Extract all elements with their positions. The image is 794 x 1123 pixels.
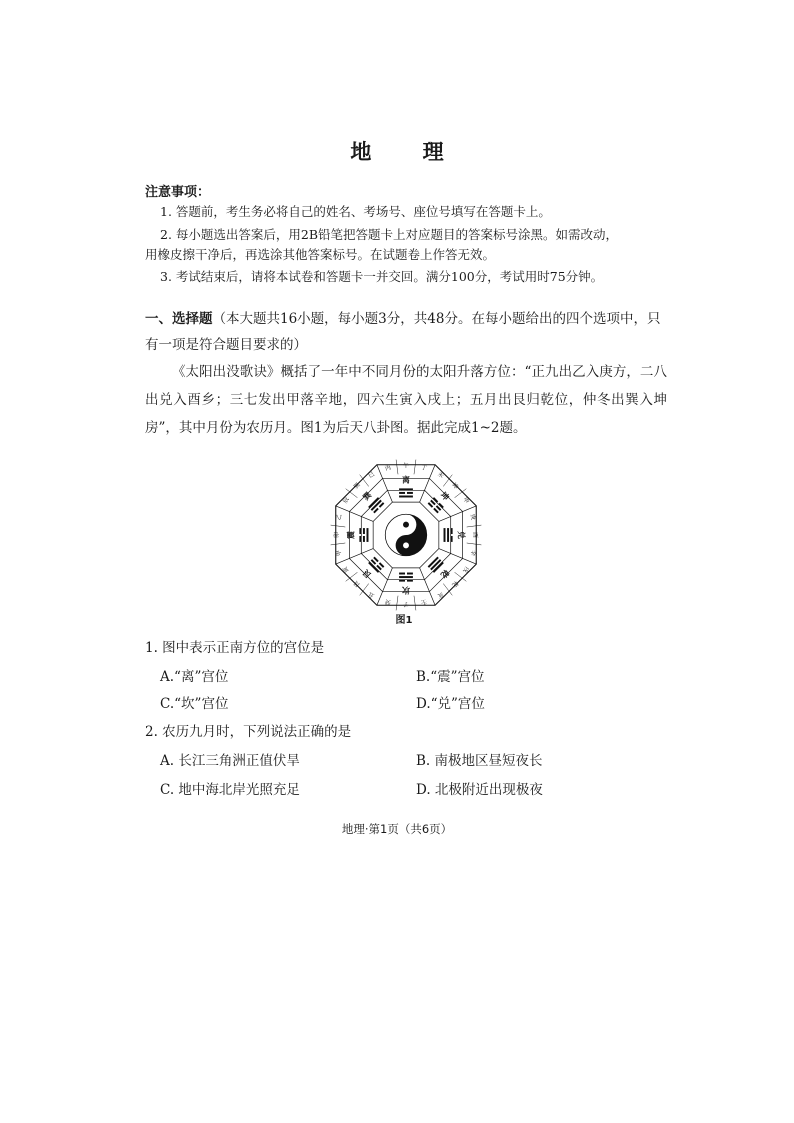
outer-label: 巽	[353, 482, 362, 491]
outer-label: 巳	[367, 471, 376, 480]
question-2-option-d: D. 北极附近出现极夜	[416, 782, 543, 798]
section-heading	[145, 306, 665, 358]
outer-label: 酉	[471, 532, 478, 538]
outer-label: 丙	[384, 465, 392, 473]
question-2-stem: 2. 农历九月时，下列说法正确的是	[145, 724, 352, 740]
outer-label: 卯	[334, 532, 341, 538]
outer-label: 庚	[468, 513, 476, 521]
question-1-option-a: A.“离”宫位	[160, 669, 229, 685]
notes-heading: 注意事项：	[145, 185, 211, 200]
note-item-2-line-2: 用橡皮擦干净后，再选涂其他答案标号。在试题卷上作答无效。	[145, 247, 496, 262]
outer-label: 丁	[420, 465, 428, 473]
outer-label: 甲	[336, 549, 344, 557]
outer-label: 亥	[436, 590, 445, 599]
question-1-option-d: D.“兑”宫位	[416, 696, 485, 712]
outer-label: 子	[403, 600, 409, 607]
bagua-figure	[327, 456, 485, 614]
outer-label: 午	[403, 463, 409, 470]
outer-label: 丑	[367, 590, 376, 599]
outer-label: 坤	[450, 482, 459, 491]
trigram-icon	[428, 557, 444, 573]
cell-divider	[331, 543, 346, 545]
trigram-label: 乾	[438, 567, 451, 580]
trigram-label: 兑	[456, 531, 466, 539]
question-1-option-b: B.“震”宫位	[416, 669, 485, 685]
trigram-label: 坎	[402, 585, 410, 595]
question-intro: 《太阳出没歌诀》概括了一年中不同月份的太阳升落方位：“正九出乙入庚方，二八出兑入酉乡；三七发出甲落辛地，四六生寅入戌上；五月出艮归乾位，仲冬出巽入坤房”，其中月份为农历月。图1为后天八卦图。据此完成1~2题。	[145, 364, 667, 436]
trigram-icon	[399, 573, 413, 582]
cell-divider	[414, 460, 416, 475]
yin-yang-icon	[385, 514, 426, 555]
trigram-label: 坤	[438, 490, 451, 503]
note-item-1: 1. 答题前，考生务必将自己的姓名、考场号、座位号填写在答题卡上。	[160, 204, 551, 219]
note-item-2-line-1: 2. 每小题选出答案后，用2B铅笔把答题卡上对应题目的答案标号涂黑。如需改动，	[160, 227, 619, 242]
outer-label: 戌	[461, 565, 470, 574]
trigram-label: 震	[346, 531, 356, 539]
trigram-label: 艮	[361, 567, 374, 580]
cell-divider	[467, 525, 482, 527]
trigram-icon	[399, 488, 413, 497]
cell-divider	[467, 543, 482, 545]
outer-label: 未	[436, 471, 445, 480]
figure-caption: 图1	[395, 615, 413, 626]
trigram-label: 巽	[361, 490, 374, 503]
trigram-icon	[428, 497, 444, 513]
question-1-stem: 1. 图中表示正南方位的宫位是	[145, 640, 325, 656]
question-2-option-b: B. 南极地区昼短夜长	[416, 753, 543, 769]
question-2-option-c: C. 地中海北岸光照充足	[160, 782, 300, 798]
cell-divider	[414, 596, 416, 611]
page-footer: 地理·第1页（共6页）	[341, 822, 453, 836]
question-2-option-a: A. 长江三角洲正值伏旱	[160, 753, 300, 769]
question-1-option-c: C.“坎”宫位	[160, 696, 229, 712]
trigram-icon	[368, 497, 384, 513]
note-item-3: 3. 考试结束后，请将本试卷和答题卡一并交回。满分100分，考试用时75分钟。	[160, 269, 604, 284]
section-instructions: （本大题共16小题，每小题3分，共48分。在每小题给出的四个选项中，只有一项是符合题目要求的）	[145, 311, 661, 353]
cell-divider	[331, 525, 346, 527]
outer-label: 乙	[336, 513, 344, 521]
trigram-icon	[368, 557, 384, 573]
section-title: 一、选择题	[145, 311, 213, 327]
outer-label: 辛	[468, 549, 476, 557]
cell-divider	[396, 460, 398, 475]
outer-label: 寅	[342, 565, 351, 574]
outer-label: 癸	[384, 597, 392, 605]
trigram-icon	[359, 528, 368, 542]
cell-divider	[396, 596, 398, 611]
outer-label: 壬	[420, 597, 428, 605]
outer-label: 艮	[353, 579, 362, 588]
outer-label: 申	[461, 496, 470, 505]
outer-label: 辰	[342, 496, 351, 505]
trigram-label: 离	[402, 475, 410, 485]
page-title: 地 理	[350, 139, 466, 164]
trigram-icon	[444, 528, 453, 542]
outer-label: 乾	[450, 579, 459, 588]
